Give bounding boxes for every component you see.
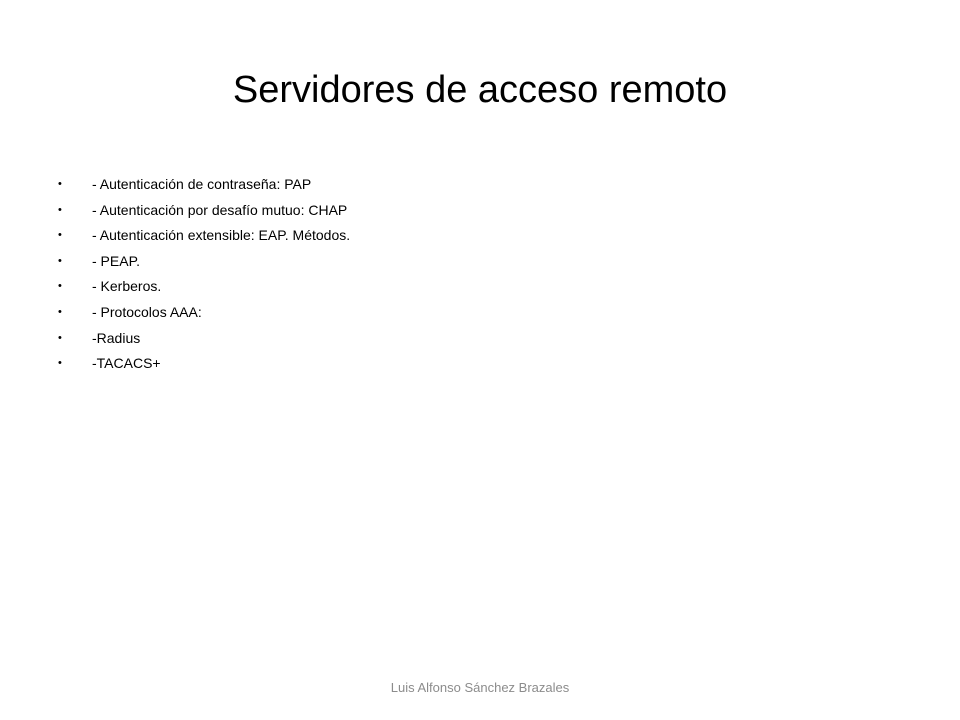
bullet-icon: • <box>58 203 62 216</box>
bullet-text: - Kerberos. <box>92 278 162 295</box>
list-item <box>58 326 898 352</box>
bullet-icon: • <box>58 305 62 318</box>
list-item <box>58 300 898 326</box>
list-item <box>58 249 898 275</box>
list-item <box>58 223 898 249</box>
bullet-icon: • <box>58 357 62 370</box>
bullet-icon: • <box>58 254 62 267</box>
bullet-text: - Autenticación extensible: EAP. Métodos. <box>92 227 351 244</box>
bullet-icon: • <box>58 229 62 242</box>
bullet-icon: • <box>58 331 62 344</box>
list-item <box>58 172 898 198</box>
bullet-text: -TACACS+ <box>92 355 161 372</box>
slide-title: Servidores de acceso remoto <box>232 69 728 111</box>
bullet-icon: • <box>58 178 62 190</box>
bullet-text: - PEAP. <box>92 252 140 269</box>
list-item <box>58 274 898 300</box>
bullet-text: - Protocolos AAA: <box>92 303 202 320</box>
bullet-list <box>58 172 898 377</box>
bullet-text: - Autenticación de contraseña: PAP <box>92 176 312 192</box>
list-item <box>58 198 898 224</box>
bullet-text: - Autenticación por desafío mutuo: CHAP <box>92 201 348 218</box>
footer-author: Luis Alfonso Sánchez Brazales <box>390 680 570 695</box>
list-item <box>58 351 898 377</box>
bullet-text: -Radius <box>92 329 141 346</box>
bullet-icon: • <box>58 280 62 293</box>
